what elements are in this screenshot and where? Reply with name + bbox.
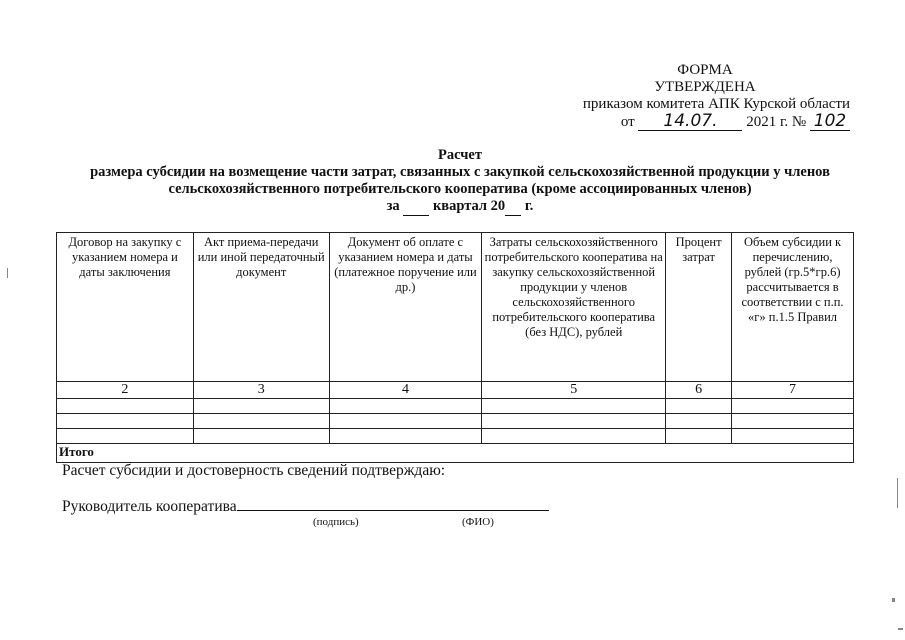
scan-artifact xyxy=(7,268,8,278)
table-cell[interactable] xyxy=(57,399,194,414)
approved-label: УТВЕРЖДЕНА xyxy=(654,79,756,95)
column-number-row xyxy=(57,382,854,399)
table-cell[interactable] xyxy=(732,414,854,429)
title-line-1: Расчет xyxy=(438,147,482,163)
table-cell[interactable] xyxy=(482,429,666,444)
column-number: 3 xyxy=(193,382,329,399)
scan-artifact xyxy=(897,478,898,508)
table-row xyxy=(57,429,854,444)
table-cell[interactable] xyxy=(193,429,329,444)
signature-field[interactable] xyxy=(237,496,549,511)
date-prefix: от xyxy=(620,114,635,130)
document-title xyxy=(40,147,880,216)
confirmation-text: Расчет субсидии и достоверность сведений подтверждаю: xyxy=(62,462,446,479)
signer-label: Руководитель кооператива xyxy=(62,498,237,515)
signature-caption: (подпись) xyxy=(313,516,359,528)
table-cell[interactable] xyxy=(666,414,732,429)
year-blank xyxy=(505,198,521,216)
table-cell[interactable] xyxy=(193,414,329,429)
order-date-line xyxy=(560,113,850,131)
column-number: 7 xyxy=(732,382,854,399)
table-cell[interactable] xyxy=(732,429,854,444)
table-header-row xyxy=(57,233,854,382)
column-number: 6 xyxy=(666,382,732,399)
column-number: 2 xyxy=(57,382,194,399)
total-label: Итого xyxy=(57,444,854,463)
header-cost-percent: Процент затрат xyxy=(666,233,732,382)
table-cell[interactable] xyxy=(193,399,329,414)
table-cell[interactable] xyxy=(482,399,666,414)
table-cell[interactable] xyxy=(482,414,666,429)
title-line-2: размера субсидии на возмещение части затрат, связанных с закупкой сельскохозяйственной продукции у членов xyxy=(90,164,830,180)
header-transfer-act: Акт приема-передачи или иной передаточный документ xyxy=(193,233,329,382)
header-contract: Договор на закупку с указанием номера и даты заключения xyxy=(57,233,194,382)
header-subsidy-amount: Объем субсидии к перечислению, рублей (гр.5*гр.6) рассчитывается в соответствии с п.п. «г» п.1.5 Правил xyxy=(732,233,854,382)
column-number: 4 xyxy=(329,382,482,399)
subsidy-table xyxy=(56,232,854,463)
order-label: приказом комитета АПК Курской области xyxy=(582,96,850,112)
table-cell[interactable] xyxy=(329,414,482,429)
table-row xyxy=(57,399,854,414)
scan-artifact xyxy=(892,598,895,602)
header-payment-doc: Документ об оплате с указанием номера и даты (платежное поручение или др.) xyxy=(329,233,482,382)
table-cell[interactable] xyxy=(57,414,194,429)
approval-stamp xyxy=(560,62,850,131)
table-cell[interactable] xyxy=(329,429,482,444)
form-label: ФОРМА xyxy=(677,62,733,78)
signer-line xyxy=(62,496,549,516)
table-cell[interactable] xyxy=(329,399,482,414)
title-period xyxy=(40,198,880,216)
total-row xyxy=(57,444,854,463)
period-prefix: за xyxy=(386,198,400,214)
period-middle: квартал 20 xyxy=(432,198,506,214)
handwritten-date: 14.07. xyxy=(638,113,742,131)
column-number: 5 xyxy=(482,382,666,399)
title-line-3: сельскохозяйственного потребительского кооператива (кроме ассоциированных членов) xyxy=(168,181,752,197)
header-costs: Затраты сельскохозяйственного потребительского кооператива на закупку сельскохозяйственной продукции у членов сельскохозяйственного потребительского кооператива (без НДС), рублей xyxy=(482,233,666,382)
date-suffix: 2021 г. № xyxy=(746,114,807,130)
table-cell[interactable] xyxy=(57,429,194,444)
quarter-blank xyxy=(403,198,429,216)
table-cell[interactable] xyxy=(666,429,732,444)
table-cell[interactable] xyxy=(666,399,732,414)
name-caption: (ФИО) xyxy=(462,516,494,528)
scan-artifact xyxy=(898,628,903,630)
handwritten-number: 102 xyxy=(810,113,850,131)
period-suffix: г. xyxy=(524,198,534,214)
table-row xyxy=(57,414,854,429)
table-cell[interactable] xyxy=(732,399,854,414)
